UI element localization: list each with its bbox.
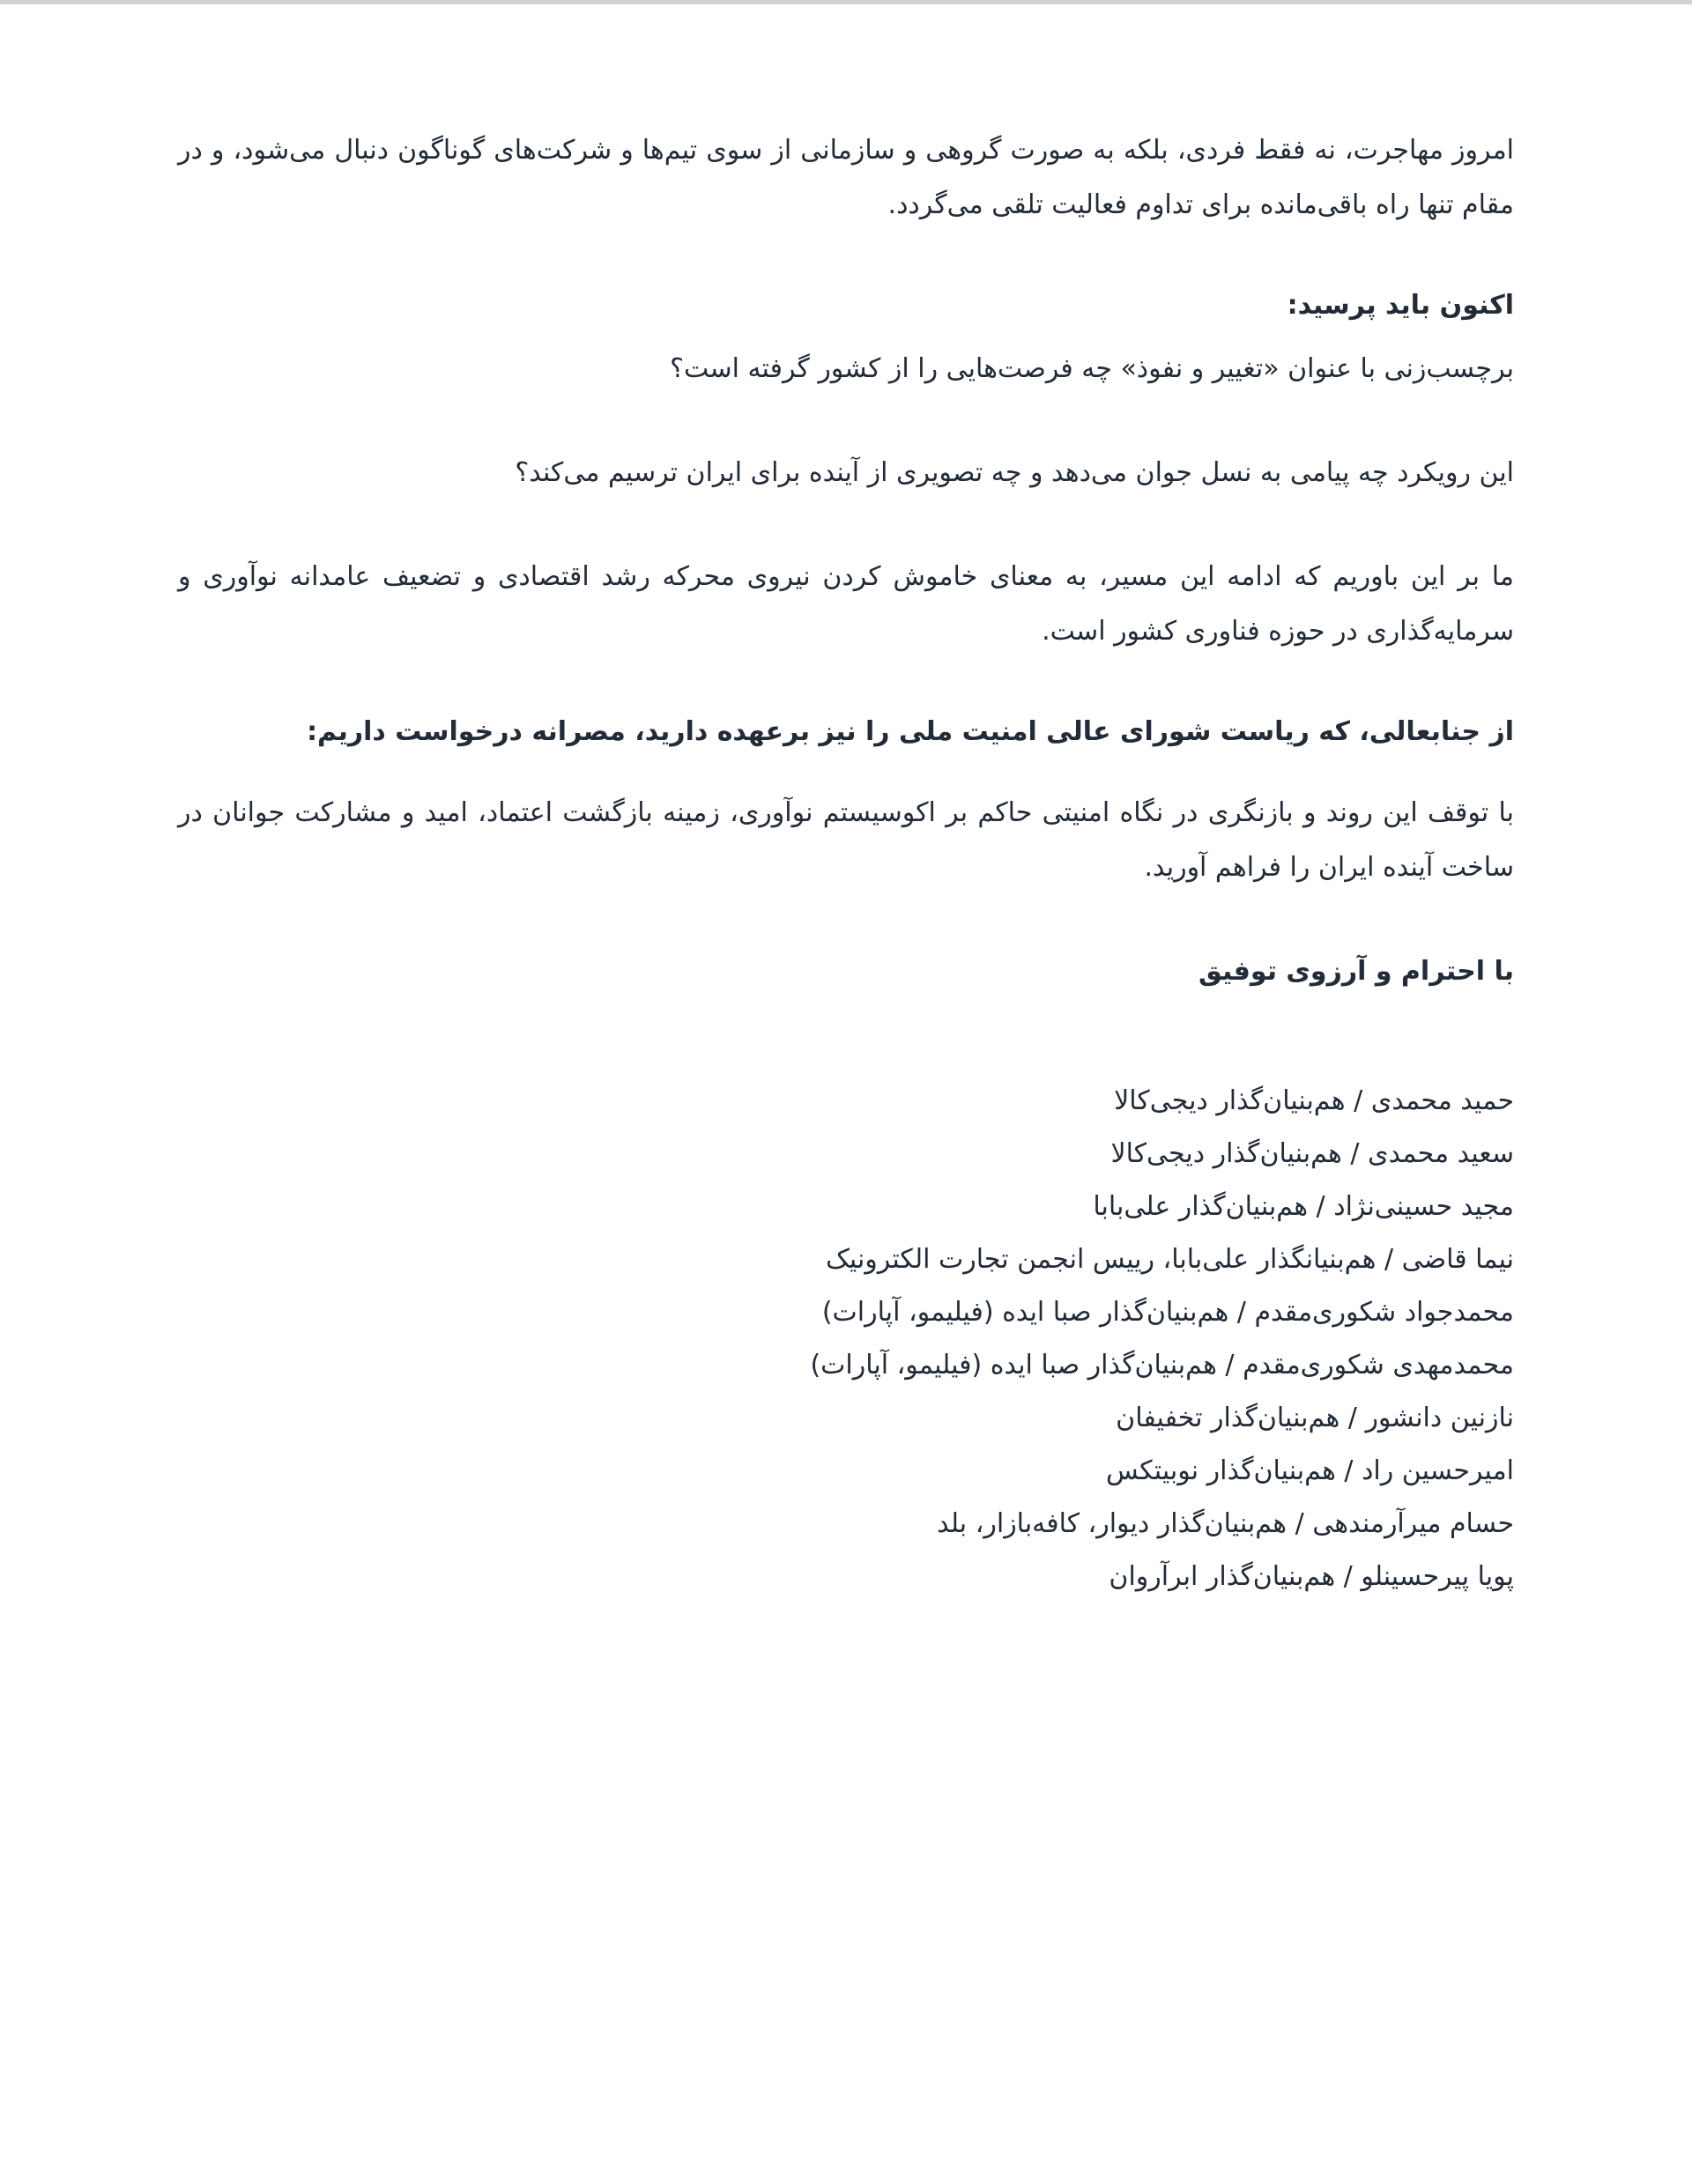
- signatory-item: نیما قاضی / هم‌بنیانگذار علی‌بابا، رییس انجمن تجارت الکترونیک: [826, 1244, 1514, 1275]
- request-heading: از جنابعالی، که ریاست شورای عالی امنیت ملی را نیز برعهده دارید، مصرانه درخواست داریم:: [307, 716, 1514, 747]
- ask-now-section: [178, 278, 1514, 396]
- viewer-top-edge: [0, 0, 1692, 4]
- signatory-item: پویا پیرحسینلو / هم‌بنیان‌گذار ابرآروان: [1109, 1561, 1514, 1592]
- paragraph-belief-statement: ما بر این باوریم که ادامه این مسیر، به معنای خاموش کردن نیروی محرکه رشد اقتصادی و تضعیف عامدانه نوآوری و سرمایه‌گذاری در حوزه فناوری کشور است.: [178, 561, 1514, 647]
- question-two: این رویکرد چه پیامی به نسل جوان می‌دهد و چه تصویری از آینده برای ایران ترسیم می‌کند؟: [515, 457, 1514, 488]
- closing-salutation: با احترام و آرزوی توفیق: [1198, 956, 1514, 987]
- signatory-item: محمدجواد شکوری‌مقدم / هم‌بنیان‌گذار صبا ایده (فیلیمو، آپارات): [821, 1297, 1514, 1328]
- ask-now-heading: اکنون باید پرسید:: [1287, 290, 1514, 321]
- signatory-item: مجید حسینی‌نژاد / هم‌بنیان‌گذار علی‌بابا: [1093, 1191, 1514, 1222]
- question-one: برچسب‌زنی با عنوان «تغییر و نفوذ» چه فرصت‌هایی را از کشور گرفته است؟: [670, 353, 1514, 384]
- signatories-list: [178, 1075, 1514, 1603]
- signatory-item: نازنین دانشور / هم‌بنیان‌گذار تخفیفان: [1116, 1403, 1514, 1433]
- document-text-body: [178, 123, 1514, 1603]
- signatory-item: امیرحسین راد / هم‌بنیان‌گذار نوبیتکس: [1105, 1455, 1514, 1486]
- signatory-item: محمدمهدی شکوری‌مقدم / هم‌بنیان‌گذار صبا ایده (فیلیمو، آپارات): [810, 1350, 1514, 1381]
- request-section: [178, 705, 1514, 895]
- request-body: با توقف این روند و بازنگری در نگاه امنیتی حاکم بر اکوسیستم نوآوری، زمینه بازگشت اعتماد، امید و مشارکت جوانان در ساخت آینده ایران را فراهم آورید.: [178, 797, 1514, 883]
- signatory-item: سعید محمدی / هم‌بنیان‌گذار دیجی‌کالا: [1110, 1138, 1514, 1169]
- signatory-item: حسام میرآرمندهی / هم‌بنیان‌گذار دیوار، کافه‌بازار، بلد: [937, 1508, 1514, 1539]
- paragraph-migration-intro: امروز مهاجرت، نه فقط فردی، بلکه به صورت گروهی و سازمانی از سوی تیم‌ها و شرکت‌های گوناگون دنبال می‌شود، و در مقام تنها راه باقی‌مانده برای تداوم فعالیت تلقی می‌گردد.: [178, 135, 1514, 220]
- signatory-item: حمید محمدی / هم‌بنیان‌گذار دیجی‌کالا: [1114, 1085, 1514, 1116]
